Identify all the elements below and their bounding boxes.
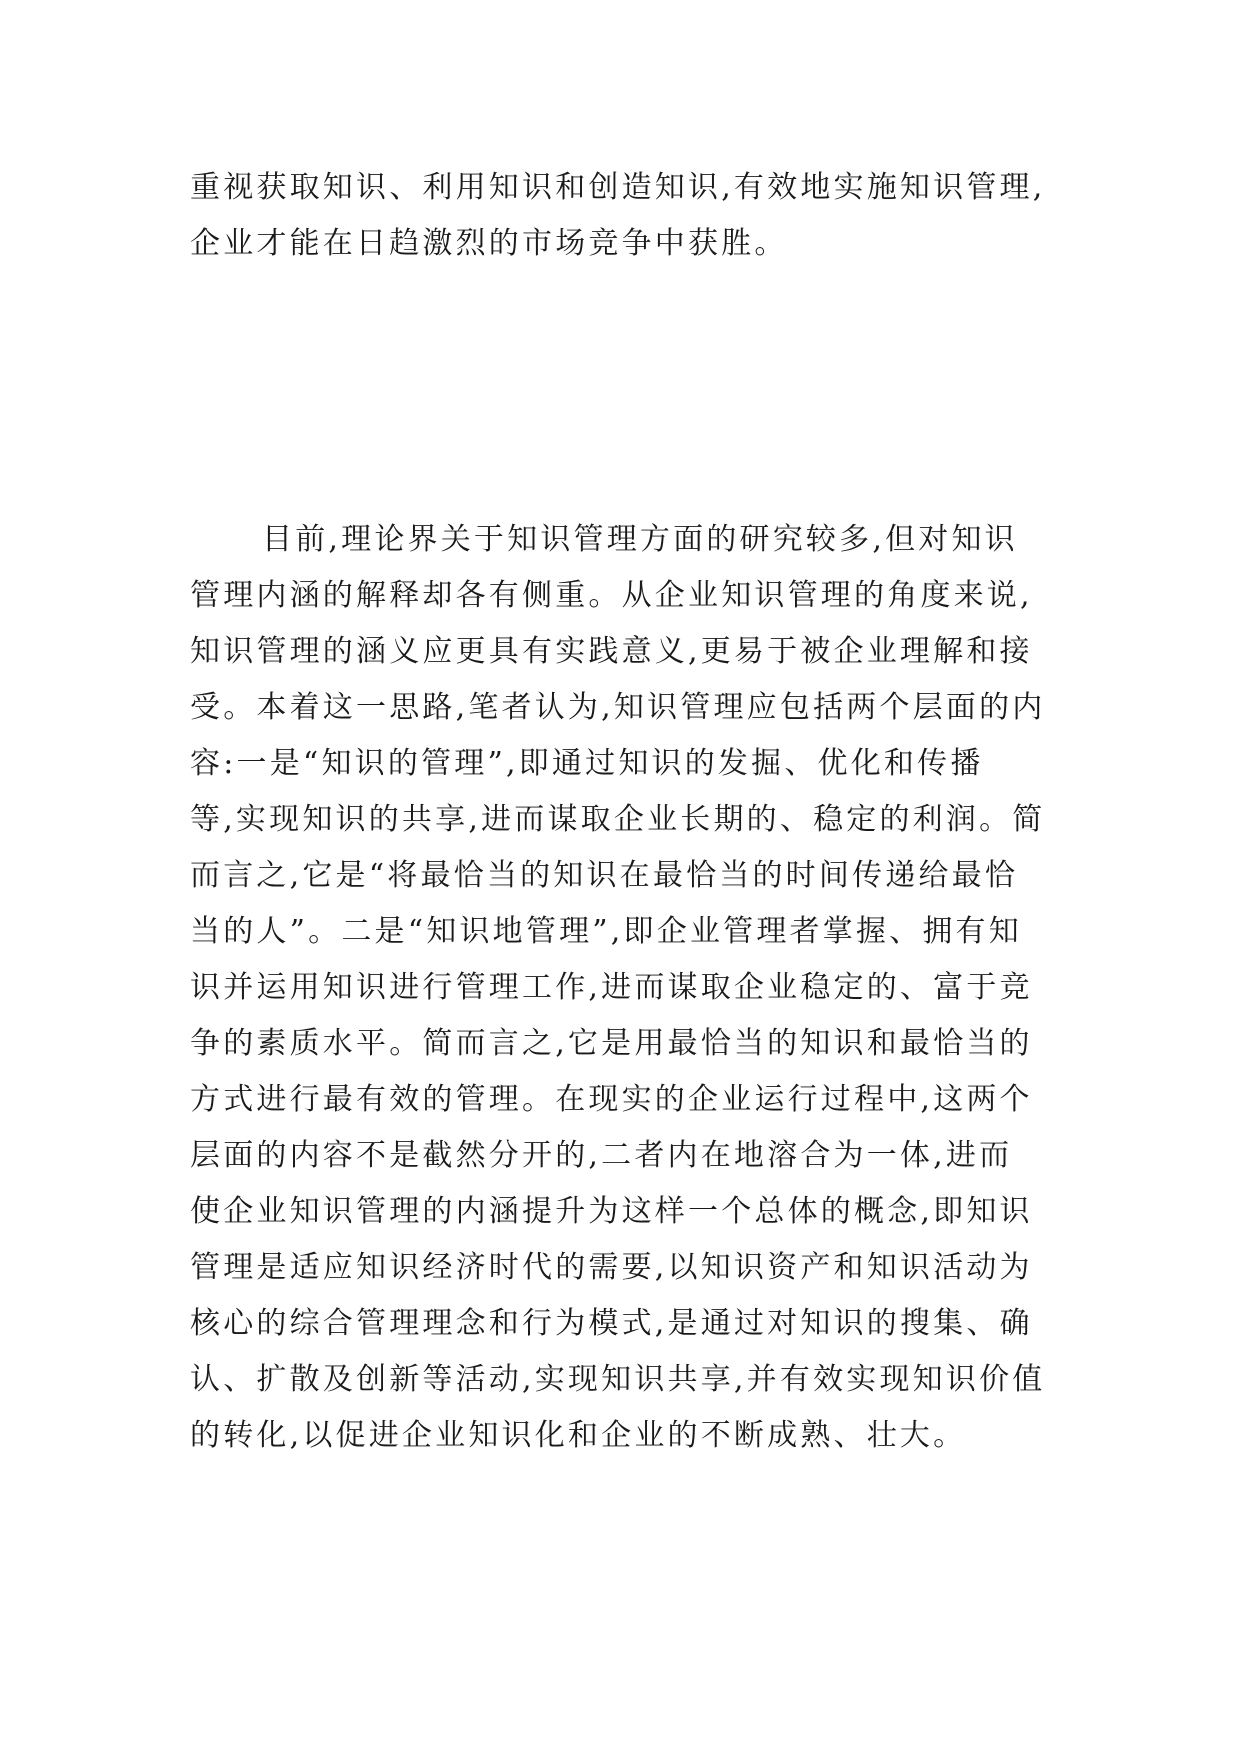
paragraph-line: 目前,理论界关于知识管理方面的研究较多,但对知识 [262, 522, 1018, 557]
paragraph-line: 管理是适应知识经济时代的需要,以知识资产和知识活动为 [190, 1250, 1033, 1285]
paragraph-line: 争的素质水平。简而言之,它是用最恰当的知识和最恰当的 [190, 1026, 1033, 1061]
paragraph-line: 知识管理的涵义应更具有实践意义,更易于被企业理解和接 [190, 634, 1033, 669]
paragraph-line: 使企业知识管理的内涵提升为这样一个总体的概念,即知识 [190, 1194, 1033, 1229]
paragraph-line: 等,实现知识的共享,进而谋取企业长期的、稳定的利润。简 [190, 802, 1046, 837]
paragraph-line: 而言之,它是“将最恰当的知识在最恰当的时间传递给最恰 [190, 858, 1019, 893]
paragraph-line: 当的人”。二是“知识地管理”,即企业管理者掌握、拥有知 [190, 914, 1022, 949]
paragraph-line: 企业才能在日趋激烈的市场竞争中获胜。 [190, 226, 788, 261]
paragraph-line: 管理内涵的解释却各有侧重。从企业知识管理的角度来说, [190, 578, 1033, 613]
paragraph-line: 识并运用知识进行管理工作,进而谋取企业稳定的、富于竞 [190, 970, 1033, 1005]
paragraph-line: 受。本着这一思路,笔者认为,知识管理应包括两个层面的内 [190, 690, 1046, 725]
paragraph-line: 层面的内容不是截然分开的,二者内在地溶合为一体,进而 [190, 1138, 1013, 1173]
paragraph-line: 的转化,以促进企业知识化和企业的不断成熟、壮大。 [190, 1418, 967, 1453]
paragraph-line: 方式进行最有效的管理。在现实的企业运行过程中,这两个 [190, 1082, 1033, 1117]
paragraph-line: 认、扩散及创新等活动,实现知识共享,并有效实现知识价值 [190, 1362, 1046, 1397]
paragraph-line: 容:一是“知识的管理”,即通过知识的发掘、优化和传播 [190, 746, 984, 781]
paragraph-line: 核心的综合管理理念和行为模式,是通过对知识的搜集、确 [190, 1306, 1033, 1341]
paragraph-line: 重视获取知识、利用知识和创造知识,有效地实施知识管理, [190, 170, 1046, 205]
